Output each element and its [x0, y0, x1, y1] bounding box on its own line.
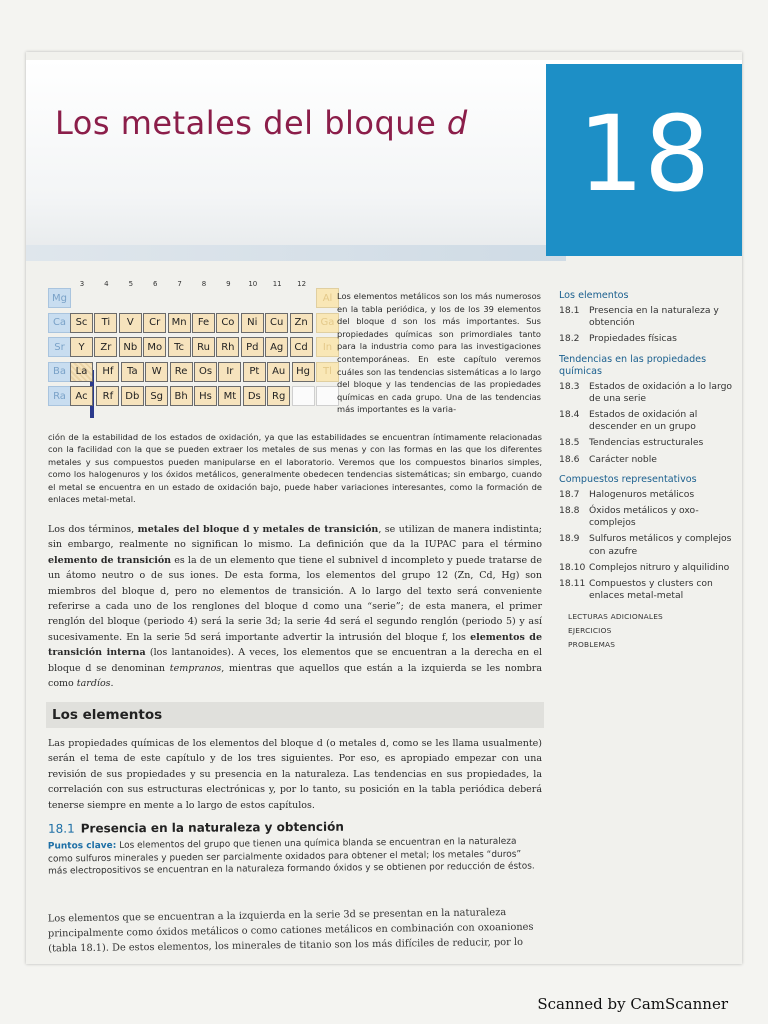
element-cell-ru: Ru [192, 337, 215, 357]
element-cell-ir: Ir [218, 362, 241, 382]
toc-item-title: Carácter noble [589, 453, 657, 465]
element-cell-sg: Sg [145, 386, 168, 406]
element-cell-ra: Ra [48, 386, 71, 406]
toc-group [559, 290, 739, 346]
element-cell-w: W [145, 362, 168, 382]
toc-extra-item: PROBLEMAS [568, 640, 616, 650]
toc-item [559, 409, 739, 433]
header-band-strip [26, 245, 566, 261]
element-cell-cr: Cr [143, 313, 166, 333]
element-cell-rh: Rh [216, 337, 239, 357]
element-cell-ac: Ac [70, 386, 93, 406]
toc-item [559, 578, 739, 602]
toc-item-title: Sulfuros metálicos y complejos con azufre [589, 533, 732, 557]
element-cell-mn: Mn [168, 313, 191, 333]
group-number: 4 [104, 280, 109, 288]
element-cell-mt: Mt [218, 386, 241, 406]
toc-item-title: Propiedades físicas [589, 333, 677, 345]
toc-item [559, 533, 739, 557]
element-cell-empty [316, 386, 339, 406]
intro-text-top: Los elementos metálicos son los más numerosos en la tabla periódica, y los de los 39 elementos del bloque d son los más importantes. Sus propiedades químicas son primordiales tanto para la industria como para las investigaciones contemporáneas. En este capítulo veremos cuáles son las tendencias sistemáticas a lo largo del bloque y las tendencias de las propiedades químicas en cada grupo. Una de las tendencias más importantes es la varia- [337, 291, 541, 415]
element-cell-ti: Ti [94, 313, 117, 333]
group-number: 5 [128, 280, 134, 288]
toc-item [559, 562, 739, 574]
element-cell-au: Au [267, 362, 290, 382]
toc-item-number: 18.7 [559, 488, 580, 500]
element-cell-db: Db [121, 386, 144, 406]
toc-item-title: Compuestos y clusters con enlaces metal-metal [589, 578, 713, 602]
element-cell-bh: Bh [170, 386, 193, 406]
section-heading-elements: Los elementos [46, 702, 544, 728]
element-cell-cu: Cu [265, 313, 288, 333]
toc-item [559, 489, 739, 501]
toc-item-title: Presencia en la naturaleza y obtención [589, 305, 719, 329]
element-cell-empty [292, 386, 315, 406]
chapter-title: Los metales del bloque d [55, 104, 468, 142]
toc-item-number: 18.3 [559, 380, 580, 392]
element-cell-y: Y [70, 337, 93, 357]
toc-item-title: Halogenuros metálicos [589, 488, 695, 500]
element-cell-la: La [70, 362, 93, 382]
element-cell-ba: Ba [48, 362, 71, 382]
element-cell-in: In [316, 337, 339, 357]
group-number: 6 [152, 280, 158, 288]
group-number: 3 [79, 280, 85, 288]
group-number: 11 [272, 280, 282, 288]
element-cell-al: Al [316, 288, 339, 308]
scanner-watermark: Scanned by CamScanner [537, 995, 728, 1013]
element-cell-ag: Ag [265, 337, 288, 357]
element-cell-rf: Rf [96, 386, 119, 406]
element-cell-pd: Pd [241, 337, 264, 357]
toc-item-number: 18.8 [559, 505, 580, 517]
element-cell-co: Co [216, 313, 239, 333]
toc-item-title: Complejos nitruro y alquilidino [589, 561, 730, 573]
group-number: 9 [226, 280, 231, 288]
toc-item [559, 454, 739, 466]
element-cell-tc: Tc [168, 337, 191, 357]
toc-item-number: 18.9 [559, 533, 580, 545]
element-cell-tl: Tl [316, 362, 339, 382]
element-cell-nb: Nb [119, 337, 142, 357]
chapter-number: 18 [577, 93, 711, 215]
toc-item [559, 505, 739, 529]
element-cell-hf: Hf [96, 362, 119, 382]
toc-item-number: 18.10 [559, 561, 586, 573]
element-cell-ni: Ni [241, 313, 264, 333]
element-cell-cd: Cd [290, 337, 313, 357]
toc-extra-item: EJERCICIOS [568, 626, 612, 636]
toc-item [559, 381, 739, 405]
group-number: 12 [297, 280, 307, 288]
element-cell-sr: Sr [48, 337, 71, 357]
periodic-table-dblock [48, 280, 335, 423]
toc-item-number: 18.5 [559, 437, 580, 449]
toc-item-number: 18.4 [559, 409, 580, 421]
element-cell-rg: Rg [267, 386, 290, 406]
toc-group-heading: Compuestos representativos [559, 473, 697, 485]
toc-group [559, 354, 739, 466]
paragraph-terms: Los dos términos, metales del bloque d y metales de transición, se utilizan de manera indistinta; sin embargo, realmente no significan lo mismo. La definición que da la IUPAC para el término elemento de transición es la de un elemento que tiene el subnivel d incompleto y puede tratarse de un átomo neutro o de sus iones. De esta forma, los elementos del grupo 12 (Zn, Cd, Hg) son miembros del bloque d, pero no elementos de transición. A lo largo del texto será conveniente referirse a cada uno de los renglones del bloque d como una “serie”; de esta manera, el primer renglón del bloque (periodo 4) será la serie 3d; la serie 4d será el segundo renglón (periodo 5) y así sucesivamente. En la serie 5d será importante advertir la intrusión del bloque f, los elementos de transición interna (los lantanoides). A veces, los elementos que se encuentran a la derecha en el bloque d se denominan tempranos, mientras que aquellos que están a la izquierda se les nombra como tardíos. [48, 524, 543, 690]
toc-item [559, 437, 739, 449]
toc-item-number: 18.1 [559, 305, 580, 316]
toc-item-title: Óxidos metálicos y oxo-complejos [589, 505, 699, 529]
toc-item-number: 18.6 [559, 453, 580, 465]
element-cell-zn: Zn [290, 313, 313, 333]
toc-item-number: 18.11 [559, 578, 586, 590]
element-cell-ds: Ds [243, 386, 266, 406]
toc-extra-item: LECTURAS ADICIONALES [568, 612, 663, 622]
toc-group-heading: Los elementos [559, 290, 629, 301]
group-number: 8 [201, 280, 207, 288]
intro-text-rest: ción de la estabilidad de los estados de oxidación, ya que las estabilidades se encuentran íntimamente relacionadas con la facilidad con la que se pueden extraer los metales de sus menas y con las formas en las que los diferentes metales y sus compuestos pueden manipularse en el laboratorio. Veremos que los compuestos binarios simples, como los halogenuros y los óxidos metálicos, generalmente obedecen tendencias sistemáticas; sin embargo, cuando el metal se encuentra en un estado de oxidación bajo, puede haber variaciones interesantes, como la formación de enlaces metal-metal. [48, 432, 542, 505]
subsection-heading: 18.1 Presencia en la naturaleza y obtención [47, 819, 344, 836]
element-cell-v: V [119, 313, 142, 333]
paragraph-occurrence: Los elementos que se encuentran a la izquierda en la serie 3d se presentan en la naturaleza principalmente como óxidos metálicos o como cationes metálicos en combinación con oxoaniones (tabla 18.1). De estos elementos, los minerales de titanio son los más difíciles de reducir, por lo [47, 907, 534, 955]
paragraph-elements: Las propiedades químicas de los elementos del bloque d (o metales d, como se les llama usualmente) serán el tema de este capítulo y de los tres siguientes. Por eso, es apropiado empezar con una revisión de sus propiedades y su presencia en la naturaleza. Las tendencias en sus propiedades, la correlación con sus estructuras electrónicas y, por lo tanto, su posición en la tabla periódica deberá tenerse siempre en mente a lo largo de estos capítulos. [48, 738, 542, 811]
key-points: Puntos clave: Los elementos del grupo que tienen una química blanda se encuentran en la naturaleza como sulfuros minerales y pueden ser parcialmente oxidados para obtener el metal; los metales “duros” más electropositivos se encuentran en la naturaleza formando óxidos y se obtienen por reducción de éstos. [47, 836, 535, 877]
toc-group [559, 474, 739, 603]
toc-item-title: Estados de oxidación al descender en un grupo [589, 409, 698, 433]
element-cell-ca: Ca [48, 313, 71, 333]
group-number: 7 [177, 280, 182, 288]
element-cell-hs: Hs [194, 386, 217, 406]
toc-item [559, 333, 739, 345]
toc-item-title: Tendencias estructurales [589, 437, 704, 449]
element-cell-mo: Mo [143, 337, 166, 357]
element-cell-sc: Sc [70, 313, 93, 333]
element-cell-mg: Mg [48, 288, 71, 308]
toc-item-title: Estados de oxidación a lo largo de una serie [589, 380, 733, 404]
element-cell-re: Re [170, 362, 193, 382]
element-cell-pt: Pt [243, 362, 266, 382]
toc-group-heading: Tendencias en las propiedades químicas [559, 353, 707, 377]
element-cell-ga: Ga [316, 313, 339, 333]
element-cell-hg: Hg [292, 362, 315, 382]
chapter-contents [559, 290, 739, 652]
element-cell-zr: Zr [94, 337, 117, 357]
toc-item-number: 18.2 [559, 333, 580, 345]
toc-item [559, 305, 739, 329]
chapter-number-box [546, 64, 742, 256]
element-cell-fe: Fe [192, 313, 215, 333]
element-cell-os: Os [194, 362, 217, 382]
element-cell-ta: Ta [121, 362, 144, 382]
group-number: 10 [248, 280, 258, 288]
